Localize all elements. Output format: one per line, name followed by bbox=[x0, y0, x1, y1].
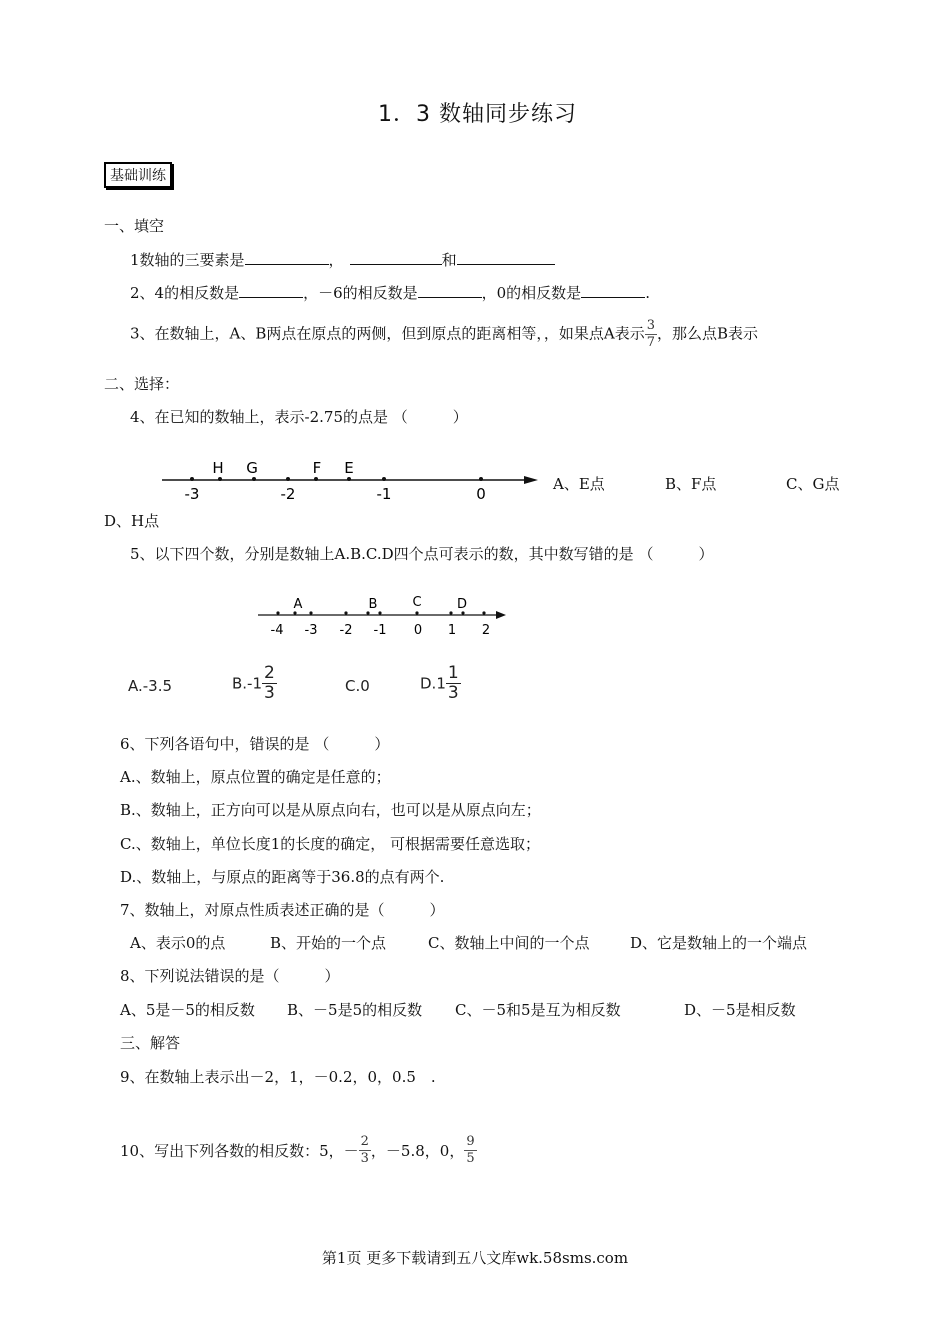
question-10-part2: ，－5.8，0， bbox=[370, 1142, 465, 1160]
tick-label: 2 bbox=[481, 623, 491, 638]
point-label-b: B bbox=[368, 597, 378, 612]
section-heading-choice: 二、选择： bbox=[104, 375, 180, 393]
tick-label: 1 bbox=[447, 623, 457, 638]
question-4-text: 4、在已知的数轴上，表示-2.75的点是 （ ） bbox=[130, 408, 468, 426]
tick-label: -4 bbox=[270, 623, 284, 638]
option-c-q5: C.0 bbox=[345, 677, 370, 695]
tick-label: -1 bbox=[373, 623, 387, 638]
point-label-g: G bbox=[246, 459, 258, 477]
fraction bbox=[464, 1134, 476, 1167]
question-9-text: 9、在数轴上表示出－2，1，－0.2，0，0.5 . bbox=[120, 1068, 436, 1086]
page-footer: 第1页 更多下载请到五八文库wk.58sms.com bbox=[321, 1249, 629, 1267]
q6-option-c: C.、数轴上，单位长度1的长度的确定， 可根据需要任意选取； bbox=[120, 835, 541, 853]
question-10 bbox=[120, 1134, 477, 1167]
question-6-text: 6、下列各语句中，错误的是 （ ） bbox=[120, 735, 390, 753]
option-b-label: B.-1 bbox=[232, 674, 263, 693]
q8-option-b: B、－5是5的相反数 bbox=[287, 1001, 423, 1019]
tick-dot bbox=[415, 611, 418, 614]
tick-label: -2 bbox=[280, 485, 296, 503]
number-line-q4 bbox=[150, 455, 550, 505]
number-line-q5 bbox=[250, 590, 515, 640]
section-badge: 基础训练 bbox=[104, 162, 172, 188]
question-1-text: 1数轴的三要素是 bbox=[130, 251, 245, 269]
tick-label: 0 bbox=[476, 485, 486, 503]
q6-option-a: A.、数轴上，原点位置的确定是任意的； bbox=[120, 768, 391, 786]
answer-blank bbox=[350, 250, 442, 265]
q7-option-d: D、它是数轴上的一个端点 bbox=[630, 934, 808, 952]
question-3 bbox=[130, 318, 758, 351]
axis-arrow bbox=[496, 611, 506, 619]
question-1-sep: ， bbox=[328, 251, 344, 269]
point-label-e: E bbox=[344, 459, 354, 477]
option-c: C、G点 bbox=[786, 475, 840, 493]
fraction bbox=[446, 664, 461, 703]
q6-option-b: B.、数轴上，正方向可以是从原点向右，也可以是从原点向左； bbox=[120, 801, 541, 819]
fraction bbox=[645, 318, 657, 351]
q7-option-a: A、表示0的点 bbox=[130, 934, 226, 952]
answer-blank bbox=[418, 283, 482, 298]
option-b-q5 bbox=[232, 664, 277, 703]
tick-label: -2 bbox=[339, 623, 353, 638]
tick-dot bbox=[309, 611, 312, 614]
question-2-part2: ，－6的相反数是 bbox=[303, 284, 418, 302]
point-dot bbox=[252, 477, 256, 481]
option-d: D、H点 bbox=[104, 512, 160, 530]
fraction-denominator: 3 bbox=[447, 683, 459, 703]
tick-dot bbox=[482, 611, 485, 614]
point-label-h: H bbox=[212, 459, 224, 477]
fraction bbox=[359, 1134, 371, 1167]
page-title: 1．3 数轴同步练习 bbox=[378, 102, 577, 127]
tick-dot bbox=[449, 611, 452, 614]
tick-dot bbox=[190, 477, 194, 481]
fraction-numerator: 9 bbox=[466, 1134, 475, 1149]
tick-dot bbox=[479, 477, 483, 481]
tick-dot bbox=[344, 611, 347, 614]
point-dot bbox=[314, 477, 318, 481]
tick-dot bbox=[378, 611, 381, 614]
point-dot bbox=[347, 477, 351, 481]
tick-dot bbox=[382, 477, 386, 481]
fraction-numerator: 1 bbox=[447, 663, 459, 683]
question-5-text: 5、以下四个数，分别是数轴上A.B.C.D四个点可表示的数，其中数写错的是 （ ） bbox=[130, 545, 714, 563]
section-heading-fill: 一、填空 bbox=[104, 217, 165, 235]
q8-option-a: A、5是－5的相反数 bbox=[120, 1001, 255, 1019]
question-2-end: . bbox=[645, 284, 650, 302]
fraction-denominator: 5 bbox=[466, 1151, 475, 1166]
fraction-numerator: 3 bbox=[646, 318, 656, 333]
tick-label: -1 bbox=[376, 485, 392, 503]
point-label-f: F bbox=[312, 459, 322, 477]
option-b: B、F点 bbox=[665, 475, 717, 493]
answer-blank bbox=[239, 283, 303, 298]
option-a-q5: A.-3.5 bbox=[128, 677, 173, 695]
question-3-part1: 3、在数轴上，A、B两点在原点的两侧，但到原点的距离相等，，如果点A表示 bbox=[130, 324, 645, 343]
fraction-denominator: 3 bbox=[360, 1151, 369, 1166]
question-8-text: 8、下列说法错误的是（ ） bbox=[120, 967, 340, 985]
tick-dot bbox=[286, 477, 290, 481]
q7-option-c: C、数轴上中间的一个点 bbox=[428, 934, 590, 952]
option-d-q5 bbox=[420, 664, 461, 703]
fraction bbox=[262, 664, 277, 703]
q8-option-d: D、－5是相反数 bbox=[684, 1001, 796, 1019]
q7-option-b: B、开始的一个点 bbox=[270, 934, 387, 952]
q6-option-d: D.、数轴上，与原点的距离等于36.8的点有两个. bbox=[120, 868, 445, 886]
answer-blank bbox=[581, 283, 645, 298]
question-2-part3: ，0的相反数是 bbox=[481, 284, 582, 302]
option-a: A、E点 bbox=[553, 475, 605, 493]
question-2 bbox=[130, 282, 650, 303]
fraction-denominator: 7 bbox=[646, 335, 656, 350]
option-d-label: D.1 bbox=[420, 674, 446, 693]
point-dot bbox=[218, 477, 222, 481]
point-label-a: A bbox=[293, 597, 303, 612]
q8-option-c: C、－5和5是互为相反数 bbox=[455, 1001, 621, 1019]
question-10-part1: 10、写出下列各数的相反数：5，－ bbox=[120, 1142, 359, 1160]
answer-blank bbox=[245, 250, 329, 265]
question-3-part2: ，那么点B表示 bbox=[657, 324, 759, 343]
question-1 bbox=[130, 249, 555, 270]
question-1-and: 和 bbox=[441, 251, 457, 269]
point-label-c: C bbox=[412, 595, 422, 610]
fraction-denominator: 3 bbox=[264, 683, 275, 703]
section-heading-answer: 三、解答 bbox=[120, 1034, 181, 1052]
axis-arrow bbox=[524, 476, 538, 484]
question-2-part1: 2、4的相反数是 bbox=[130, 284, 240, 302]
fraction-numerator: 2 bbox=[264, 663, 275, 683]
fraction-numerator: 2 bbox=[360, 1134, 369, 1149]
tick-label: 0 bbox=[413, 623, 423, 638]
answer-blank bbox=[457, 250, 555, 265]
tick-label: -3 bbox=[184, 485, 200, 503]
tick-label: -3 bbox=[304, 623, 318, 638]
tick-dot bbox=[276, 611, 279, 614]
point-label-d: D bbox=[456, 597, 468, 612]
question-7-text: 7、数轴上，对原点性质表述正确的是（ ） bbox=[120, 901, 445, 919]
